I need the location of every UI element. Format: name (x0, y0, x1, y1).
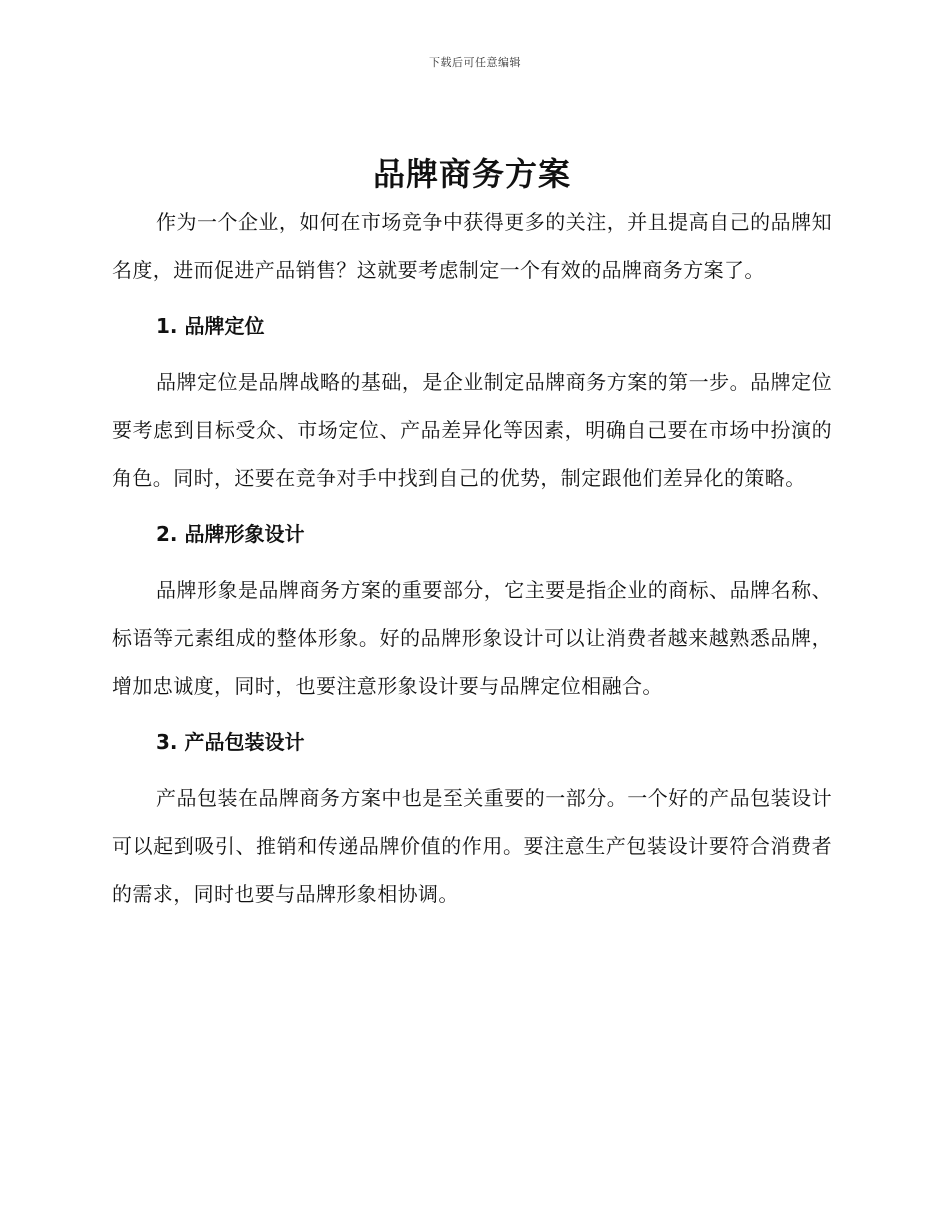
section-heading-positioning: 1. 品牌定位 (156, 314, 265, 338)
document-body (112, 150, 832, 918)
page-header-note: 下载后可任意编辑 (429, 56, 521, 69)
section-body-image-design: 品牌形象是品牌商务方案的重要部分，它主要是指企业的商标、品牌名称、标语等元素组成的整体形象。好的品牌形象设计可以让消费者越来越熟悉品牌，增加忠诚度，同时，也要注意形象设计要与品牌定位相融合。 (112, 578, 832, 698)
section-heading-packaging-design: 3. 产品包装设计 (156, 730, 305, 754)
document-title: 品牌商务方案 (372, 155, 571, 193)
intro-paragraph: 作为一个企业，如何在市场竞争中获得更多的关注，并且提高自己的品牌知名度，进而促进产品销售？这就要考虑制定一个有效的品牌商务方案了。 (112, 210, 832, 282)
section-heading-image-design: 2. 品牌形象设计 (156, 522, 305, 546)
section-body-positioning: 品牌定位是品牌战略的基础，是企业制定品牌商务方案的第一步。品牌定位要考虑到目标受众、市场定位、产品差异化等因素，明确自己要在市场中扮演的角色。同时，还要在竞争对手中找到自己的优势，制定跟他们差异化的策略。 (112, 370, 832, 490)
section-body-packaging-design: 产品包装在品牌商务方案中也是至关重要的一部分。一个好的产品包装设计可以起到吸引、推销和传递品牌价值的作用。要注意生产包装设计要符合消费者的需求，同时也要与品牌形象相协调。 (112, 786, 832, 906)
